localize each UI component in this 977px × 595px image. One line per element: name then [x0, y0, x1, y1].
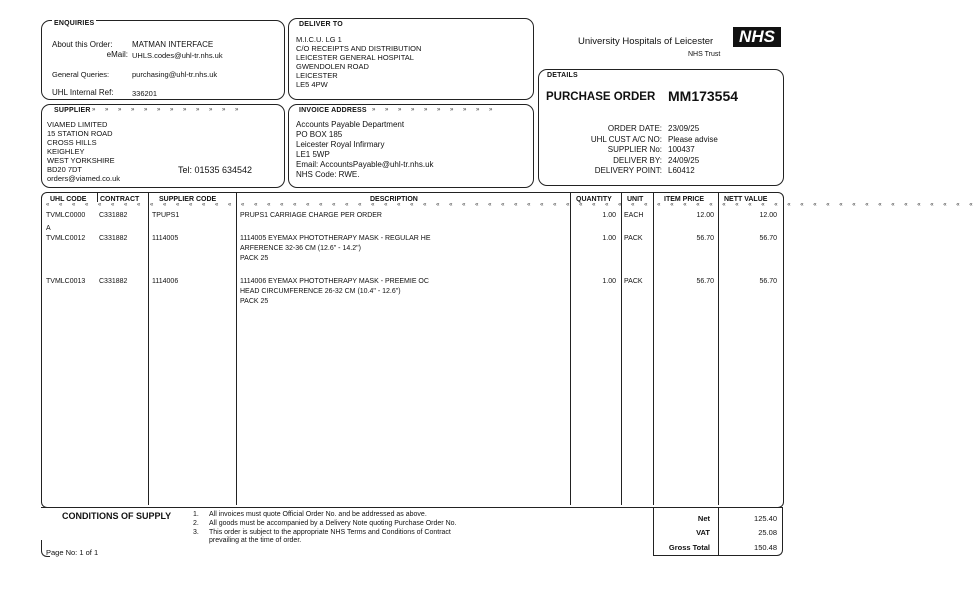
order-date-value: 23/09/25	[668, 124, 700, 133]
about-label: About this Order:	[52, 40, 113, 49]
condition-num: 2.	[193, 519, 199, 527]
table-row-quantity: 1.00	[602, 212, 616, 219]
email-label: eMail:	[106, 50, 128, 59]
deliver-line: LE5 4PW	[296, 80, 328, 89]
table-row-description: HEAD CIRCUMFERENCE 26-32 CM (10.4" - 12.6")	[240, 288, 401, 295]
hdr-nett-value: NETT VALUE	[724, 196, 768, 203]
deliver-line: C/O RECEIPTS AND DISTRIBUTION	[296, 44, 422, 53]
details-tag: DETAILS	[547, 72, 578, 79]
table-row-nett-value: 12.00	[759, 212, 777, 219]
col-divider	[653, 193, 654, 505]
col-divider	[236, 193, 237, 505]
col-divider	[621, 193, 622, 505]
table-row-uhl-code-suffix: A	[46, 225, 51, 232]
hdr-uhl-code: UHL CODE	[50, 196, 87, 203]
net-label: Net	[697, 514, 710, 523]
condition-text: All invoices must quote Official Order No. and be addressed as above.	[209, 511, 427, 518]
trust-sub: NHS Trust	[688, 51, 721, 58]
table-row-description: PACK 25	[240, 298, 269, 305]
invoice-line[interactable]: Email: AccountsPayable@uhl-tr.nhs.uk	[296, 160, 434, 169]
hdr-supplier-code: SUPPLIER CODE	[159, 196, 217, 203]
deliver-line: LEICESTER GENERAL HOSPITAL	[296, 53, 414, 62]
table-row-supplier-code: 1114006	[152, 278, 179, 285]
page-bracket	[41, 540, 50, 557]
cust-ac-value: Please advise	[668, 134, 718, 144]
supplier-line: WEST YORKSHIRE	[47, 156, 115, 165]
deliver-to-lines	[296, 35, 421, 89]
page-number: Page No: 1 of 1	[46, 548, 99, 557]
supplier-tag: SUPPLIER	[54, 107, 91, 114]
condition-num: 1.	[193, 511, 199, 518]
po-label: PURCHASE ORDER	[546, 91, 656, 103]
col-divider	[718, 193, 719, 505]
condition-num: 3.	[193, 528, 199, 536]
condition-num	[193, 537, 209, 546]
col-divider	[570, 193, 571, 505]
vat-value: 25.08	[758, 528, 777, 537]
table-row-description: 1114006 EYEMAX PHOTOTHERAPY MASK - PREEMIE OC	[240, 278, 429, 285]
deliver-line: LEICESTER	[296, 71, 338, 80]
enquiries-tag: ENQUIRIES	[54, 20, 95, 27]
supplier-tel: Tel: 01535 634542	[178, 165, 253, 175]
col-divider	[148, 193, 149, 505]
table-row-contract: C331882	[99, 235, 128, 242]
email-value[interactable]: UHLS.codes@uhl-tr.nhs.uk	[132, 51, 223, 60]
delivery-point-value: L60412	[668, 166, 695, 175]
deliver-by-label: DELIVER BY:	[613, 155, 662, 165]
invoice-lines	[296, 120, 434, 180]
table-row-description: 1114005 EYEMAX PHOTOTHERAPY MASK - REGULAR HE	[240, 235, 431, 242]
details-fields	[560, 124, 770, 177]
table-row-description: PRUPS1 CARRIAGE CHARGE PER ORDER	[240, 212, 382, 219]
conditions-title: CONDITIONS OF SUPPLY	[62, 511, 172, 521]
supplier-line: VIAMED LIMITED	[47, 120, 108, 129]
general-value[interactable]: purchasing@uhl-tr.nhs.uk	[132, 70, 218, 79]
invoice-line: Accounts Payable Department	[296, 120, 405, 129]
internal-ref-label: UHL Internal Ref:	[52, 88, 114, 97]
table-row-unit: EACH	[624, 212, 644, 219]
hdr-description: DESCRIPTION	[370, 196, 418, 203]
table-row-item-price: 56.70	[696, 235, 714, 242]
invoice-tab-dots: » » » » » » » » » »	[372, 107, 497, 113]
invoice-line: PO BOX 185	[296, 130, 343, 139]
trust-name: University Hospitals of Leicester	[578, 36, 714, 47]
table-row-supplier-code: TPUPS1	[152, 212, 180, 219]
delivery-point-label: DELIVERY POINT:	[594, 166, 662, 175]
table-row-nett-value: 56.70	[759, 235, 777, 242]
conditions-list	[193, 511, 456, 546]
invoice-line: LE1 5WP	[296, 150, 330, 159]
supplier-line: KEIGHLEY	[47, 147, 85, 156]
cust-ac-label: UHL CUST A/C NO:	[590, 134, 662, 144]
table-row-unit: PACK	[624, 278, 643, 285]
col-divider	[97, 193, 98, 202]
supplier-lines	[47, 120, 120, 183]
table-row-supplier-code: 1114005	[152, 235, 179, 242]
invoice-line: Leicester Royal Infirmary	[296, 140, 385, 149]
table-row-nett-value: 56.70	[759, 278, 777, 285]
invoice-line: NHS Code: RWE.	[296, 170, 360, 179]
deliver-line: GWENDOLEN ROAD	[296, 62, 369, 71]
order-date-label: ORDER DATE:	[607, 124, 662, 133]
gross-label: Gross Total	[668, 543, 710, 552]
condition-text: prevailing at the time of order.	[209, 537, 302, 545]
table-row-quantity: 1.00	[602, 278, 616, 285]
table-row-description: PACK 25	[240, 255, 269, 262]
about-value: MATMAN INTERFACE	[132, 40, 214, 49]
header-dots: « « « « « « « « « « « « « « « « « « « « « « « « « « « « « « « « « « « « « « « « « « « « « « « « « « « « « « « « « « « « « « « « « « « « « « « «	[46, 202, 977, 208]
supplier-tab-dots: » » » » » » » » » » » »	[92, 107, 243, 113]
deliver-to-tag: DELIVER TO	[299, 21, 343, 28]
supplier-no-value: 100437	[668, 145, 695, 154]
table-row-contract: C331882	[99, 278, 128, 285]
table-row-quantity: 1.00	[602, 235, 616, 242]
table-row-uhl-code: TVMLC0012	[46, 235, 86, 242]
invoice-tag: INVOICE ADDRESS	[299, 107, 367, 114]
hdr-item-price: ITEM PRICE	[664, 196, 705, 203]
internal-ref-value: 336201	[132, 89, 158, 98]
general-label: General Queries:	[52, 70, 110, 79]
table-row-item-price: 56.70	[696, 278, 714, 285]
po-number: MM173554	[668, 88, 739, 104]
table-row-item-price: 12.00	[696, 212, 714, 219]
totals-divider	[718, 507, 719, 556]
supplier-line: 15 STATION ROAD	[47, 129, 113, 138]
net-value: 125.40	[754, 514, 777, 523]
supplier-no-label: SUPPLIER No:	[607, 145, 662, 154]
supplier-line: BD20 7DT	[47, 165, 83, 174]
nhs-logo: NHS	[733, 27, 781, 47]
hdr-unit: UNIT	[627, 196, 644, 203]
table-row-uhl-code: TVMLC0000	[46, 212, 86, 219]
table-row-uhl-code: TVMLC0013	[46, 278, 86, 285]
table-row-contract: C331882	[99, 212, 128, 219]
vat-label: VAT	[696, 528, 710, 537]
hdr-contract: CONTRACT	[100, 196, 140, 203]
table-row-description: ARFERENCE 32-36 CM (12.6" - 14.2")	[240, 245, 361, 252]
supplier-line: orders@viamed.co.uk	[47, 174, 121, 183]
supplier-line: CROSS HILLS	[47, 138, 97, 147]
deliver-by-value: 24/09/25	[668, 155, 700, 165]
deliver-line: M.I.C.U. LG 1	[296, 35, 342, 44]
gross-value: 150.48	[754, 543, 777, 552]
table-row-unit: PACK	[624, 235, 643, 242]
hdr-quantity: QUANTITY	[576, 196, 612, 203]
condition-text: All goods must be accompanied by a Delivery Note quoting Purchase Order No.	[209, 519, 457, 527]
condition-text: This order is subject to the appropriate NHS Terms and Conditions of Contract	[209, 528, 451, 536]
